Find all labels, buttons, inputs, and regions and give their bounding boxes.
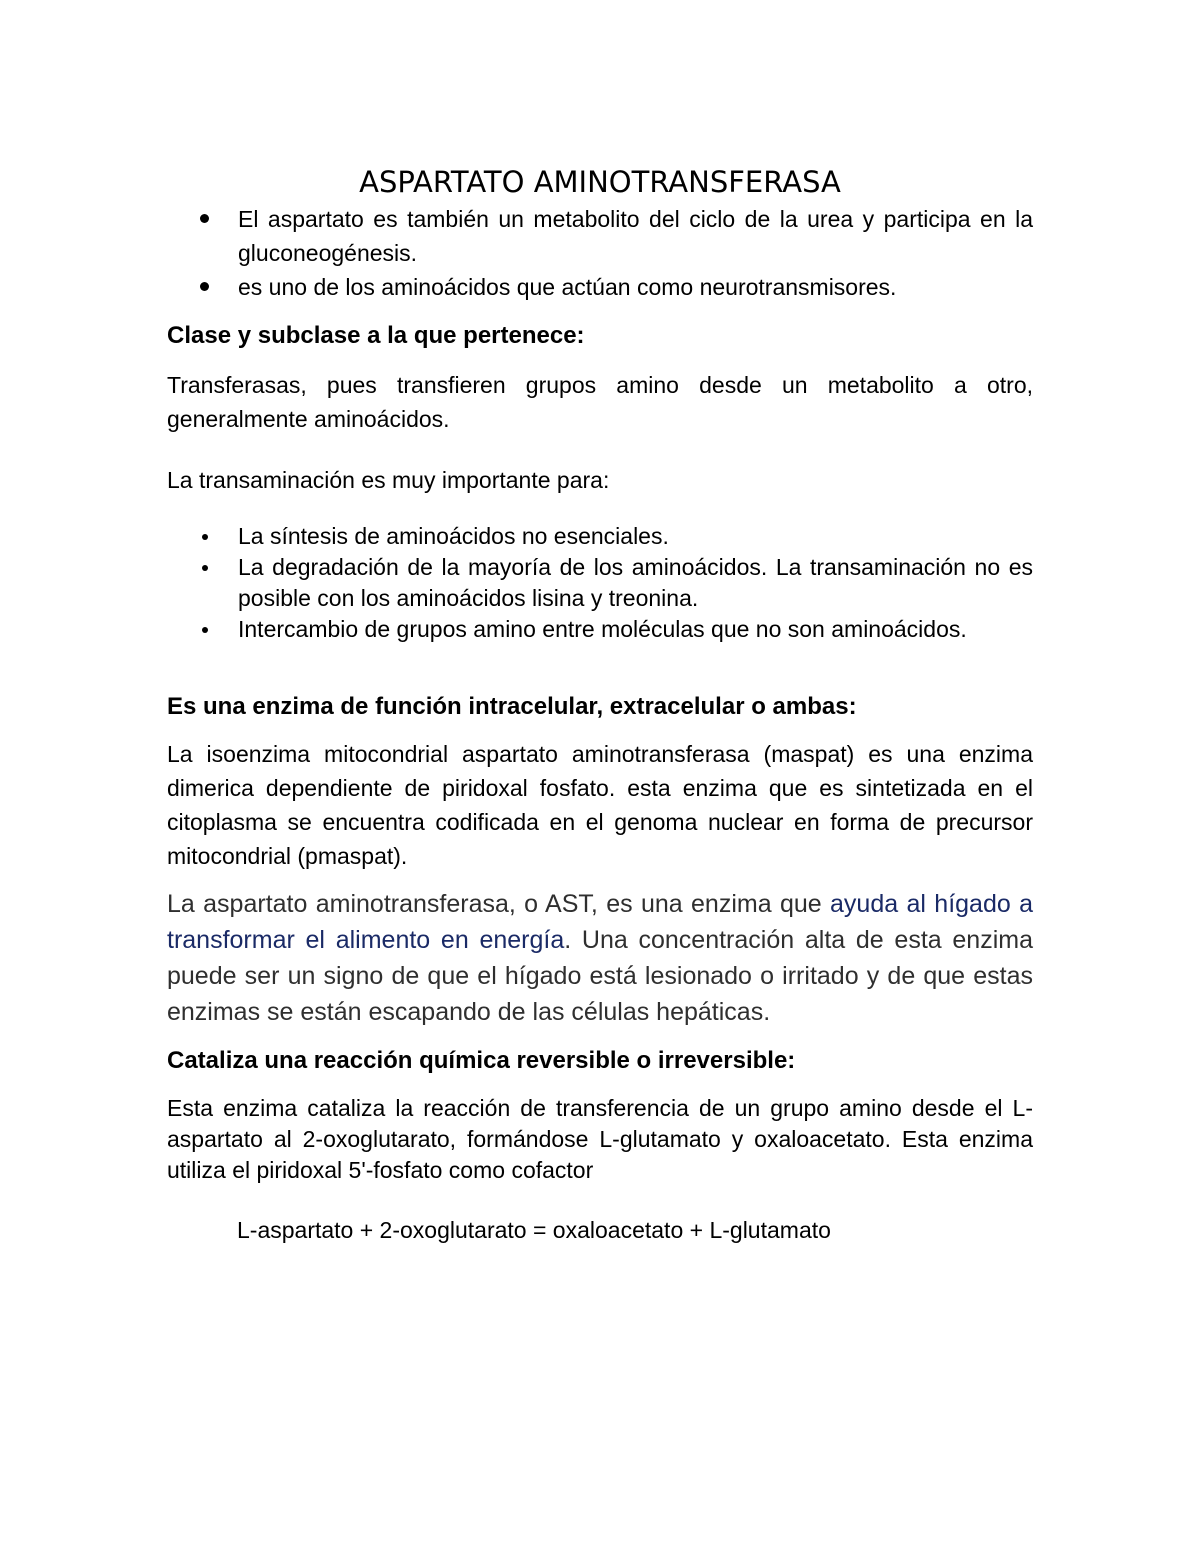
bullet-icon bbox=[200, 214, 209, 223]
section-heading-funcion: Es una enzima de función intracelular, extracelular o ambas: bbox=[167, 693, 857, 720]
reaction-equation: L-aspartato + 2-oxoglutarato = oxaloacetato + L-glutamato bbox=[237, 1217, 831, 1243]
list-item: Intercambio de grupos amino entre moléculas que no son aminoácidos. bbox=[167, 614, 1033, 645]
list-item: La síntesis de aminoácidos no esenciales. bbox=[167, 521, 1033, 552]
section-heading-cataliza: Cataliza una reacción química reversible o irreversible: bbox=[167, 1047, 796, 1074]
paragraph-isoenzima: La isoenzima mitocondrial aspartato aminotransferasa (maspat) es una enzima dimerica dependiente de piridoxal fosfato. esta enzima que es sintetizada en el citoplasma se encuentra codificada en el genoma nuclear en forma de precursor mitocondrial (pmaspat). bbox=[167, 741, 1033, 869]
section-heading-clase: Clase y subclase a la que pertenece: bbox=[167, 322, 585, 349]
paragraph-transferasas: Transferasas, pues transfieren grupos amino desde un metabolito a otro, generalmente aminoácidos. bbox=[167, 372, 1033, 432]
bullet-icon bbox=[200, 282, 209, 291]
paragraph-ast: La aspartato aminotransferasa, o AST, es una enzima que ayuda al hígado a transformar el alimento en energía. Una concentración alta de esta enzima puede ser un signo de que el hígado está lesionado o irritado y de que estas enzimas se están escapando de las células hepáticas. bbox=[167, 890, 1034, 1026]
transamination-bullet-list bbox=[167, 521, 1033, 645]
bullet-icon bbox=[202, 627, 208, 633]
paragraph-transaminacion-lead: La transaminación es muy importante para: bbox=[167, 467, 610, 493]
list-item: El aspartato es también un metabolito del ciclo de la urea y participa en la gluconeogénesis. bbox=[167, 202, 1033, 270]
list-item: es uno de los aminoácidos que actúan como neurotransmisores. bbox=[167, 270, 1033, 304]
intro-bullet-list bbox=[167, 202, 1033, 304]
paragraph-reaccion: Esta enzima cataliza la reacción de transferencia de un grupo amino desde el L-aspartato al 2-oxoglutarato, formándose L-glutamato y oxaloacetato. Esta enzima utiliza el piridoxal 5'-fosfato como cofactor bbox=[167, 1095, 1033, 1183]
list-item: La degradación de la mayoría de los aminoácidos. La transaminación no es posible con los aminoácidos lisina y treonina. bbox=[167, 552, 1033, 614]
document-title: ASPARTATO AMINOTRANSFERASA bbox=[359, 165, 841, 200]
bullet-icon bbox=[202, 565, 208, 571]
bullet-icon bbox=[202, 534, 208, 540]
ayuda-higado-link[interactable]: ayuda al hígado a transformar el alimento en energía bbox=[167, 890, 1034, 954]
document-body bbox=[167, 202, 1033, 1247]
